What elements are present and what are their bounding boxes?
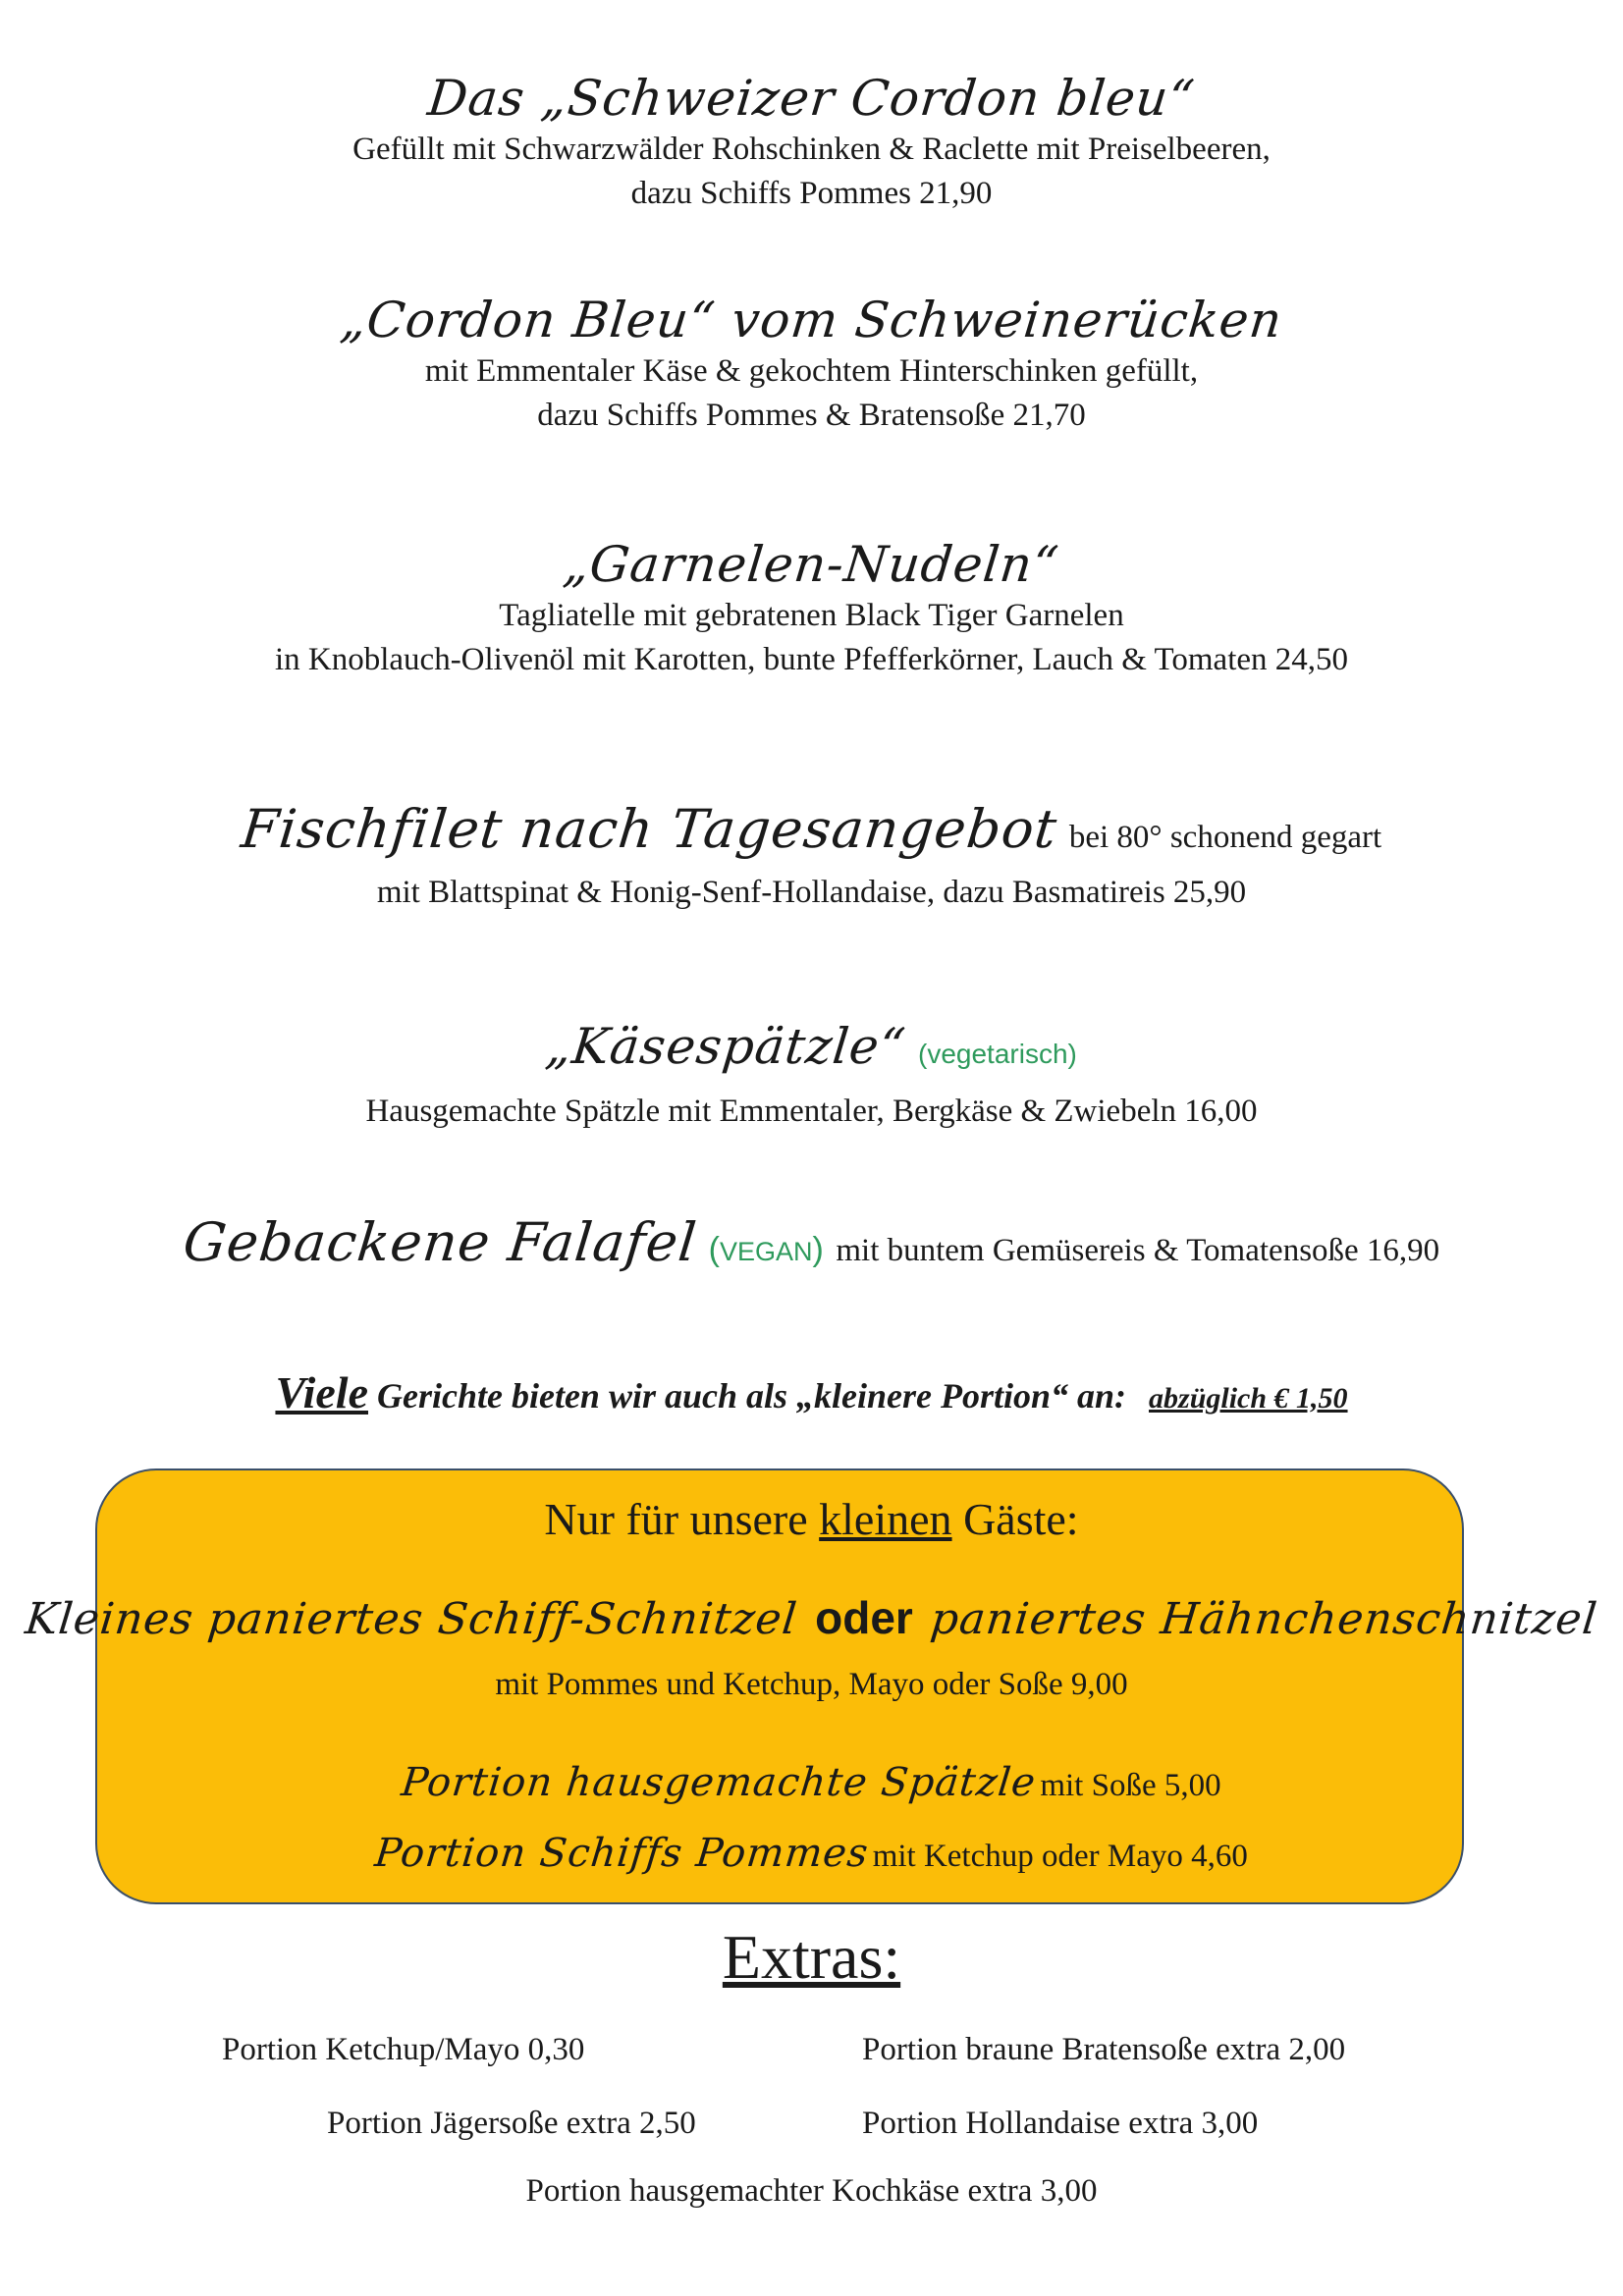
kids-item-1	[0, 1590, 1623, 1657]
notice-lead: Viele	[275, 1367, 368, 1417]
extra-jaegersosse: Portion Jägersoße extra 2,50	[327, 2106, 696, 2141]
kids-item-2	[0, 1757, 1623, 1817]
dish-1	[0, 69, 1623, 216]
kids-item-1-b: paniertes Hähnchenschnitzel	[928, 1594, 1600, 1644]
kids-heading-post: Gäste:	[963, 1494, 1079, 1544]
extras-section	[0, 1920, 1623, 1995]
dish-3-title: „Garnelen-Nudeln“	[561, 536, 1062, 593]
dish-4-title: Fischfilet nach Tagesangebot	[238, 798, 1060, 860]
dish-6-title: Gebackene Falafel	[180, 1211, 700, 1273]
smaller-portion-notice	[0, 1366, 1623, 1418]
dish-1-title: Das „Schweizer Cordon bleu“	[425, 70, 1198, 127]
extra-kochkaese: Portion hausgemachter Kochkäse extra 3,00	[525, 2173, 1098, 2209]
dish-4-inline: bei 80° schonend gegart	[1068, 820, 1382, 855]
dish-2-desc-1: mit Emmentaler Käse & gekochtem Hinterschinken gefüllt,	[424, 353, 1199, 389]
vegetarian-tag: (vegetarisch)	[918, 1039, 1077, 1069]
dish-5	[0, 1017, 1623, 1134]
extra-hollandaise: Portion Hollandaise extra 3,00	[862, 2106, 1259, 2141]
kids-item-3	[0, 1828, 1623, 1888]
dish-4-desc-1: mit Blattspinat & Honig-Senf-Hollandaise, dazu Basmatireis 25,90	[376, 875, 1247, 910]
extra-bratensosse: Portion braune Bratensoße extra 2,00	[862, 2032, 1346, 2067]
dish-5-title: „Käsespätzle“	[543, 1018, 909, 1075]
kids-item-1-desc: mit Pommes und Ketchup, Mayo oder Soße 9,00	[495, 1667, 1128, 1702]
extra-ketchup-mayo: Portion Ketchup/Mayo 0,30	[222, 2032, 585, 2067]
dish-3-desc-1: Tagliatelle mit gebratenen Black Tiger Garnelen	[499, 598, 1124, 633]
extras-title: Extras:	[722, 1922, 901, 1992]
dish-5-desc-1: Hausgemachte Spätzle mit Emmentaler, Bergkäse & Zwiebeln 16,00	[365, 1094, 1258, 1129]
kids-item-2-desc: mit Soße 5,00	[1040, 1768, 1221, 1803]
kids-heading-pre: Nur für unsere	[544, 1494, 808, 1544]
dish-3-desc-2: in Knoblauch-Olivenöl mit Karotten, bunte Pfefferkörner, Lauch & Tomaten 24,50	[274, 642, 1349, 677]
dish-2	[0, 291, 1623, 438]
dish-3	[0, 535, 1623, 682]
kids-item-1-a: Kleines paniertes Schiff-Schnitzel	[23, 1594, 800, 1644]
notice-price: abzüglich € 1,50	[1149, 1382, 1348, 1415]
kids-oder: oder	[815, 1592, 913, 1643]
notice-text: Gerichte bieten wir auch als „kleinere Portion“ an:	[377, 1376, 1127, 1415]
dish-4	[0, 800, 1623, 915]
kids-heading	[0, 1492, 1623, 1547]
dish-6-inline: mit buntem Gemüsereis & Tomatensoße 16,90	[836, 1233, 1440, 1268]
kids-item-3-title: Portion Schiffs Pommes	[372, 1831, 872, 1876]
dish-1-desc-1: Gefüllt mit Schwarzwälder Rohschinken & Raclette mit Preiselbeeren,	[352, 132, 1271, 167]
dish-2-title: „Cordon Bleu“ vom Schweinerücken	[338, 292, 1285, 348]
kids-heading-underlined: kleinen	[819, 1494, 952, 1544]
dish-6	[0, 1213, 1623, 1281]
dish-1-desc-2: dazu Schiffs Pommes 21,90	[630, 176, 993, 211]
kids-item-2-title: Portion hausgemachte Spätzle	[399, 1760, 1039, 1805]
dish-2-desc-2: dazu Schiffs Pommes & Bratensoße 21,70	[537, 398, 1086, 433]
vegan-tag-open: (	[708, 1231, 720, 1268]
vegan-tag: VEGAN	[720, 1237, 813, 1266]
vegan-tag-close: )	[812, 1231, 824, 1268]
kids-item-3-desc: mit Ketchup oder Mayo 4,60	[872, 1839, 1248, 1874]
